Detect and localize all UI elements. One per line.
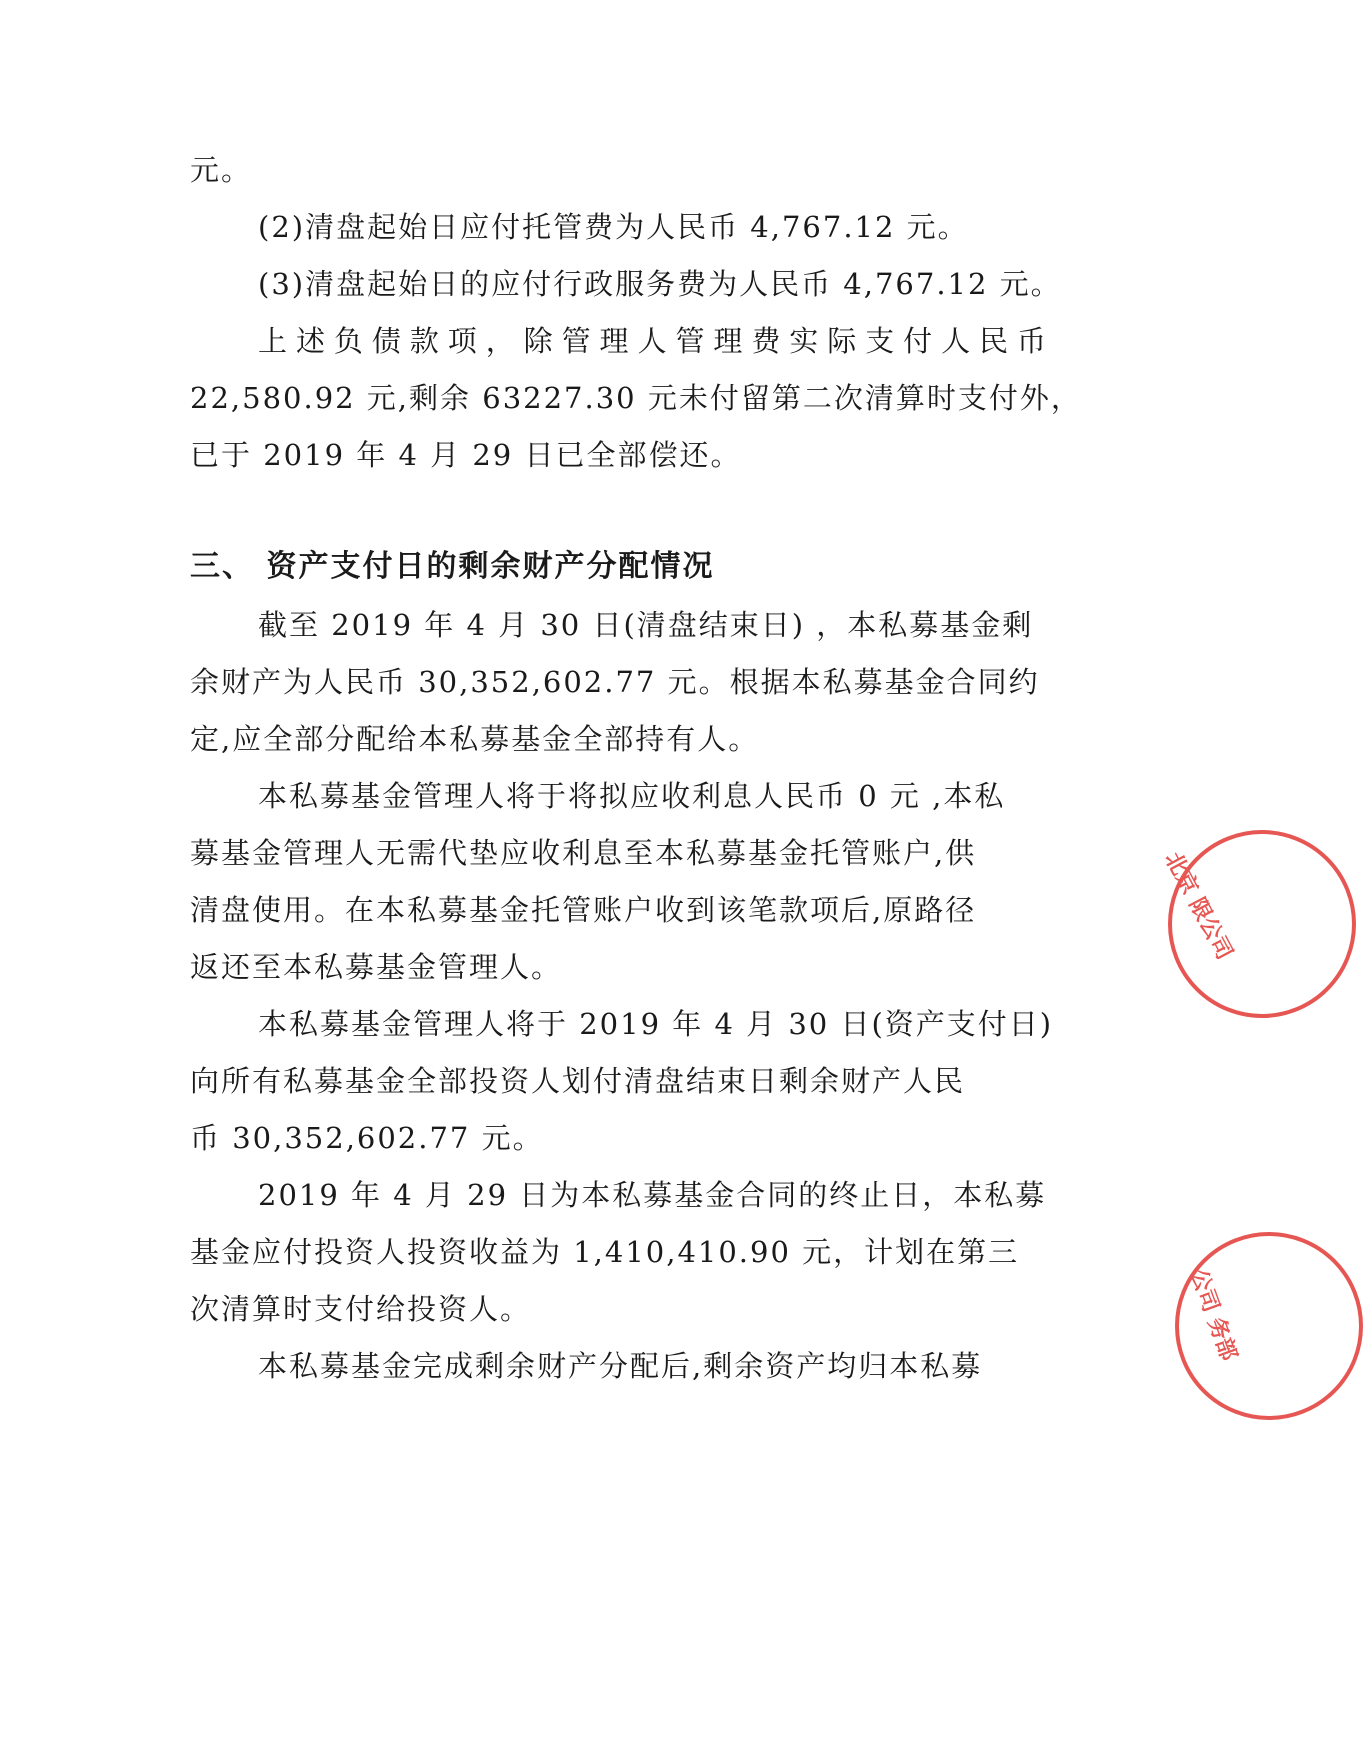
text-line: 返还至本私募基金管理人。	[190, 950, 563, 984]
department-seal-stamp	[1175, 1232, 1363, 1420]
text-line: 本私募基金管理人将于将拟应收利息人民币 0 元 ,本私	[258, 779, 1006, 813]
text-line: 币 30,352,602.77 元。	[190, 1121, 544, 1155]
text-line: 余财产为人民币 30,352,602.77 元。根据本私募基金合同约	[190, 665, 1040, 699]
text-line: 2019 年 4 月 29 日为本私募基金合同的终止日，本私募	[258, 1178, 1047, 1212]
text-line: 定,应全部分配给本私募基金全部持有人。	[190, 722, 760, 756]
text-line: (3)清盘起始日的应付行政服务费为人民币 4,767.12 元。	[258, 267, 1062, 301]
text-line: 上述负债款项，除管理人管理费实际支付人民币	[258, 324, 1048, 358]
seal-text: 公司 务部	[1184, 1265, 1242, 1365]
text-line: 22,580.92 元,剩余 63227.30 元未付留第二次清算时支付外，	[190, 381, 1082, 415]
text-line: 元。	[190, 153, 253, 187]
text-line: 本私募基金管理人将于 2019 年 4 月 30 日(资产支付日)	[258, 1007, 1054, 1041]
text-line: 向所有私募基金全部投资人划付清盘结束日剩余财产人民	[190, 1064, 966, 1098]
section-heading: 三、 资产支付日的剩余财产分配情况	[190, 549, 715, 584]
text-line: 本私募基金完成剩余财产分配后,剩余资产均归本私募	[258, 1349, 983, 1383]
text-line: 清盘使用。在本私募基金托管账户收到该笔款项后,原路径	[190, 893, 977, 927]
text-line: 已于 2019 年 4 月 29 日已全部偿还。	[190, 438, 742, 472]
text-line: 次清算时支付给投资人。	[190, 1292, 532, 1326]
text-line: 基金应付投资人投资收益为 1,410,410.90 元，计划在第三	[190, 1235, 1020, 1269]
seal-text: 北京 限公司	[1159, 848, 1237, 964]
text-line: 募基金管理人无需代垫应收利息至本私募基金托管账户,供	[190, 836, 977, 870]
company-seal-stamp	[1159, 830, 1356, 1018]
text-line: (2)清盘起始日应付托管费为人民币 4,767.12 元。	[258, 210, 969, 244]
text-line: 截至 2019 年 4 月 30 日(清盘结束日) ，本私募基金剩	[258, 608, 1034, 642]
